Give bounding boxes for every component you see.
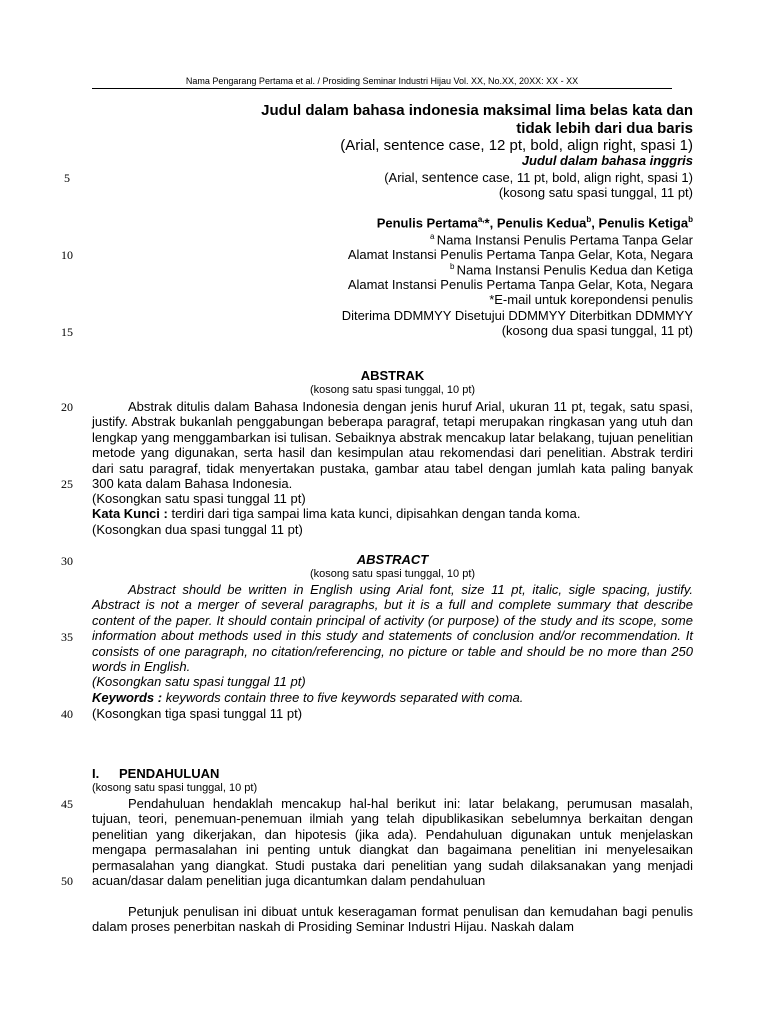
keywords-label: Keywords : (92, 690, 163, 705)
pendahuluan-spacing-note: (kosong satu spasi tunggal, 10 pt) (92, 782, 258, 794)
title-line-1: Judul dalam bahasa indonesia maksimal lima belas kata dan (261, 102, 693, 119)
english-title-format-note: (Arial, sentence case, 11 pt, bold, align right, spasi 1) (384, 169, 693, 185)
header-rule (92, 88, 672, 89)
line-number: 20 (61, 400, 73, 414)
abstract-heading: ABSTRACT (356, 552, 429, 567)
line-number: 45 (61, 797, 73, 811)
line-number: 25 (61, 477, 73, 491)
line-number: 5 (64, 171, 70, 185)
abstrak-after-keywords-note: (Kosongkan dua spasi tunggal 11 pt) (92, 522, 303, 537)
title-line-2: tidak lebih dari dua baris (516, 120, 693, 137)
line-number: 40 (61, 707, 73, 721)
abstrak-spacing-note: (kosong satu spasi tunggal, 10 pt) (309, 384, 476, 396)
abstract-body: Abstract should be written in English using Arial font, size 11 pt, italic, sigle spacing, justify. Abstract is not a merger of several paragraphs, but it is a full and complete summary that describe content of the paper. It should contain principal of activity (or purpose) of the study and its scope, some information about methods used in this study and statements of conclusion and/or recommendation. It consists of one paragraph, no citation/referencing, no picture or table and should be no more than 250 words in English. (92, 582, 693, 675)
pendahuluan-paragraph-1: Pendahuluan hendaklah mencakup hal-hal berikut ini: latar belakang, perumusan masalah, tujuan, teori, penemuan-penemuan ilmiah yang telah dipublikasikan sebelumnya berkaitan dengan penelitian yang dikerjakan, dan hipotesis (jika ada). Pendahuluan digunakan untuk menjelaskan mengapa permasalahan ini penting untuk diangkat dan bagaimana penelitian ini menyelesaikan permasalahan yang diangkat. Studi pustaka dari penelitian yang sudah dilaksanakan yang menjadi acuan/dasar dalam penelitian juga dicantumkan dalam pendahuluan (92, 796, 693, 889)
line-number: 35 (61, 630, 73, 644)
affiliation-b-address: Alamat Instansi Penulis Pertama Tanpa Gelar, Kota, Negara (347, 277, 693, 292)
keywords-line: Keywords : keywords contain three to five keywords separated with coma. (92, 690, 524, 705)
kata-kunci-line: Kata Kunci : terdiri dari tiga sampai lima kata kunci, dipisahkan dengan tanda koma. (92, 506, 581, 521)
affiliation-a-address: Alamat Instansi Penulis Pertama Tanpa Gelar, Kota, Negara (347, 247, 693, 262)
affiliation-b-name: $^b$ Nama Instansi Penulis Kedua dan Ketiga (450, 262, 693, 278)
abstrak-body: Abstrak ditulis dalam Bahasa Indonesia dengan jenis huruf Arial, ukuran 11 pt, tegak, satu spasi, justify. Abstrak bukanlah penggabungan beberapa paragraf, tetapi merupakan ringkasan yang utuh dan lengkap yang menggambarkan isi tulisan. Sebaiknya abstrak mencakup latar belakang, tujuan penelitian metode yang digunakan, serta hasil dan kesimpulan atau rekomendasi dari penelitian. Abstrak terdiri dari satu paragraf, tidak menyertakan pustaka, gambar atau tabel dengan jumlah kata paling banyak 300 kata dalam Bahasa Indonesia. (92, 399, 693, 492)
affiliation-a-name: $^a$ Nama Instansi Penulis Pertama Tanpa Gelar (430, 232, 693, 248)
abstrak-heading: ABSTRAK (360, 368, 425, 383)
line-number: 10 (61, 248, 73, 262)
title-format-note: (Arial, sentence case, 12 pt, bold, align right, spasi 1) (340, 137, 693, 154)
pendahuluan-paragraph-2: Petunjuk penulisan ini dibuat untuk keseragaman format penulisan dan kemudahan bagi penulis dalam proses penerbitan naskah di Prosiding Seminar Industri Hijau. Naskah dalam (92, 904, 693, 935)
line-number: 30 (61, 554, 73, 568)
english-title: Judul dalam bahasa inggris (521, 153, 693, 168)
abstrak-after-body-note: (Kosongkan satu spasi tunggal 11 pt) (92, 491, 306, 506)
author-line: Penulis Pertama$^{a,}$*, Penulis Kedua$^b$, Penulis Ketiga$^b$ (376, 215, 693, 231)
line-number: 15 (61, 325, 73, 339)
section-heading-pendahuluan: I. PENDAHULUAN (92, 766, 220, 781)
running-header: Nama Pengarang Pertama et al. / Prosiding Seminar Industri Hijau Vol. XX, No.XX, 20XX: XX - XX (185, 76, 579, 86)
publication-dates: Diterima DDMMYY Disetujui DDMMYY Diterbitkan DDMMYY (341, 308, 693, 323)
affiliation-spacing-note: (kosong dua spasi tunggal, 11 pt) (501, 323, 693, 338)
abstract-spacing-note: (kosong satu spasi tunggal, 10 pt) (309, 568, 476, 580)
abstract-after-keywords-note: (Kosongkan tiga spasi tunggal 11 pt) (92, 706, 303, 721)
title-spacing-note: (kosong satu spasi tunggal, 11 pt) (498, 185, 693, 200)
kata-kunci-label: Kata Kunci : (92, 506, 168, 521)
abstract-after-body-note: (Kosongkan satu spasi tunggal 11 pt) (92, 674, 306, 689)
line-number: 50 (61, 874, 73, 888)
correspondence-email: *E-mail untuk korepondensi penulis (489, 292, 693, 307)
